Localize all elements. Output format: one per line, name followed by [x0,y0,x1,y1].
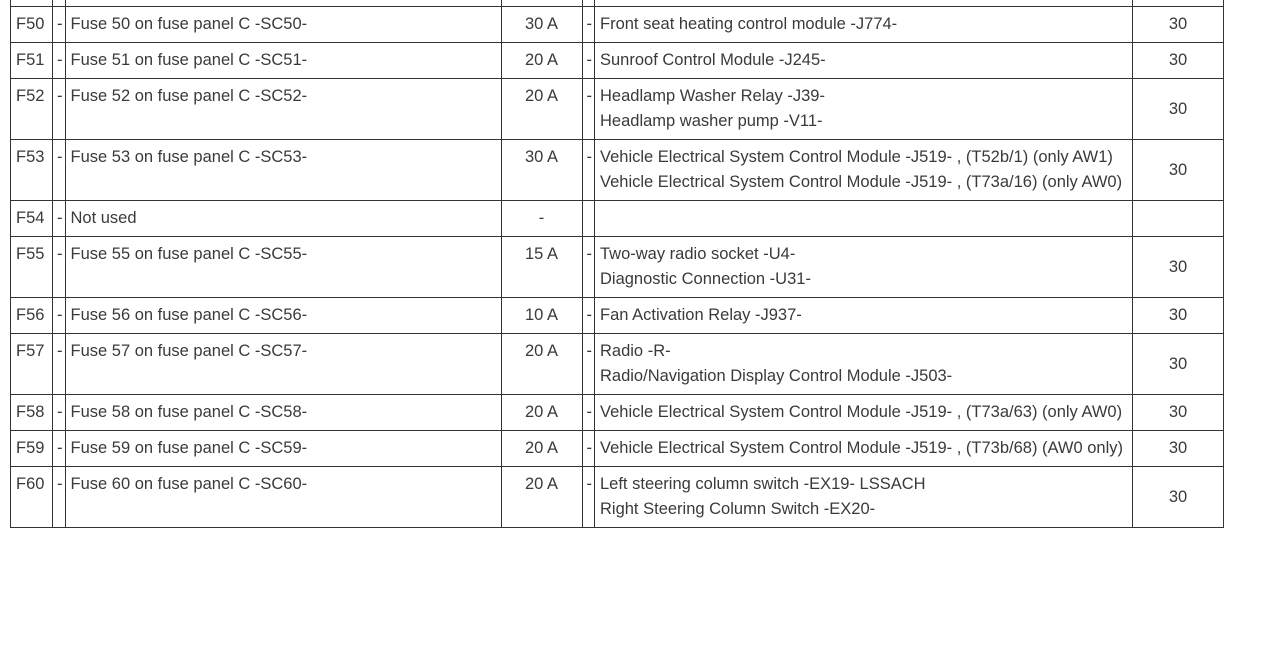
fuse-description-cell: Fuse 51 on fuse panel C -SC51- [65,43,501,79]
amperage-cell: 20 A [501,431,582,467]
component-line: Fan Activation Relay -J937- [600,306,802,324]
terminal-cell: 30 [1133,431,1224,467]
terminal-cell: 30 [1133,334,1224,395]
component-line: Left steering column switch -EX19- LSSACH [600,475,926,493]
terminal-cell: 30 [1133,395,1224,431]
fuse-description-cell: Fuse 57 on fuse panel C -SC57- [65,334,501,395]
amperage-cell: 20 A [501,334,582,395]
fuse-description-cell: Fuse 59 on fuse panel C -SC59- [65,431,501,467]
terminal-cell: 30 [1133,237,1224,298]
separator-dash-cell: - [53,431,66,467]
amperage-cell: 20 A [501,467,582,528]
fuse-id-cell: F60 [11,467,53,528]
components-cell [595,79,1133,140]
separator-dash-cell: - [53,7,66,43]
amperage-cell: - [501,201,582,237]
components-cell [595,237,1133,298]
component-line: Radio/Navigation Display Control Module -J503- [600,367,953,385]
separator-dash-cell: - [53,79,66,140]
terminal-cell: 30 [1133,298,1224,334]
table-row [11,140,1224,201]
separator-dash-cell: - [582,298,595,334]
component-line: Vehicle Electrical System Control Module -J519- , (T73a/63) (only AW0) [600,403,1123,421]
fuse-description-cell: Fuse 60 on fuse panel C -SC60- [65,467,501,528]
components-cell [595,7,1133,43]
fuse-table [10,0,1224,528]
component-line: Two-way radio socket -U4- [600,245,796,263]
separator-dash-cell: - [582,395,595,431]
amperage-cell: 20 A [501,395,582,431]
table-row [11,467,1224,528]
fuse-table-body [11,0,1224,528]
terminal-cell: 30 [1133,467,1224,528]
separator-dash-cell: - [582,79,595,140]
component-line: Vehicle Electrical System Control Module -J519- , (T73b/68) (AW0 only) [600,439,1124,457]
table-row [11,201,1224,237]
amperage-cell: 20 A [501,79,582,140]
fuse-id-cell: F50 [11,7,53,43]
fuse-id-cell: F56 [11,298,53,334]
separator-dash-cell: - [582,43,595,79]
separator-dash-cell: - [53,334,66,395]
separator-dash-cell: - [582,431,595,467]
separator-dash-cell: - [582,237,595,298]
amperage-cell: 30 A [501,7,582,43]
fuse-id-cell: F53 [11,140,53,201]
terminal-cell: 30 [1133,140,1224,201]
separator-dash-cell: - [53,298,66,334]
component-line: Vehicle Electrical System Control Module -J519- , (T73a/16) (only AW0) [600,173,1123,191]
terminal-cell [1133,201,1224,237]
component-line: Sunroof Control Module -J245- [600,51,826,69]
components-cell [595,201,1133,237]
component-line: Diagnostic Connection -U31- [600,270,811,288]
fuse-description-cell: Fuse 56 on fuse panel C -SC56- [65,298,501,334]
table-row [11,334,1224,395]
table-row [11,7,1224,43]
components-cell [595,43,1133,79]
amperage-cell: 15 A [501,237,582,298]
separator-dash-cell: - [53,467,66,528]
component-line: Headlamp Washer Relay -J39- [600,87,825,105]
table-row [11,43,1224,79]
component-line: Radio -R- [600,342,671,360]
terminal-cell: 30 [1133,7,1224,43]
amperage-cell: 10 A [501,298,582,334]
fuse-id-cell: F58 [11,395,53,431]
fuse-description-cell: Fuse 53 on fuse panel C -SC53- [65,140,501,201]
fuse-description-cell: Fuse 52 on fuse panel C -SC52- [65,79,501,140]
terminal-cell: 30 [1133,79,1224,140]
components-cell [595,298,1133,334]
component-line: Right Steering Column Switch -EX20- [600,500,876,518]
fuse-description-cell: Fuse 50 on fuse panel C -SC50- [65,7,501,43]
separator-dash-cell [582,201,595,237]
table-row [11,237,1224,298]
fuse-description-cell: Fuse 55 on fuse panel C -SC55- [65,237,501,298]
amperage-cell: 30 A [501,140,582,201]
fuse-id-cell: F57 [11,334,53,395]
separator-dash-cell: - [582,334,595,395]
fuse-id-cell: F59 [11,431,53,467]
components-cell [595,334,1133,395]
components-cell [595,467,1133,528]
separator-dash-cell: - [53,201,66,237]
terminal-cell: 30 [1133,43,1224,79]
components-cell [595,431,1133,467]
table-row [11,79,1224,140]
table-row [11,395,1224,431]
fuse-id-cell: F52 [11,79,53,140]
components-cell [595,140,1133,201]
table-row [11,431,1224,467]
amperage-cell: 20 A [501,43,582,79]
fuse-description-cell: Fuse 58 on fuse panel C -SC58- [65,395,501,431]
separator-dash-cell: - [53,237,66,298]
fuse-id-cell: F54 [11,201,53,237]
fuse-description-cell: Not used [65,201,501,237]
table-row [11,298,1224,334]
fuse-id-cell: F51 [11,43,53,79]
components-cell [595,395,1133,431]
separator-dash-cell: - [53,140,66,201]
separator-dash-cell: - [53,395,66,431]
separator-dash-cell: - [53,43,66,79]
fuse-id-cell: F55 [11,237,53,298]
separator-dash-cell: - [582,467,595,528]
separator-dash-cell: - [582,140,595,201]
separator-dash-cell: - [582,7,595,43]
component-line: Vehicle Electrical System Control Module -J519- , (T52b/1) (only AW1) [600,148,1113,166]
component-line: Front seat heating control module -J774- [600,15,898,33]
component-line: Headlamp washer pump -V11- [600,112,823,130]
